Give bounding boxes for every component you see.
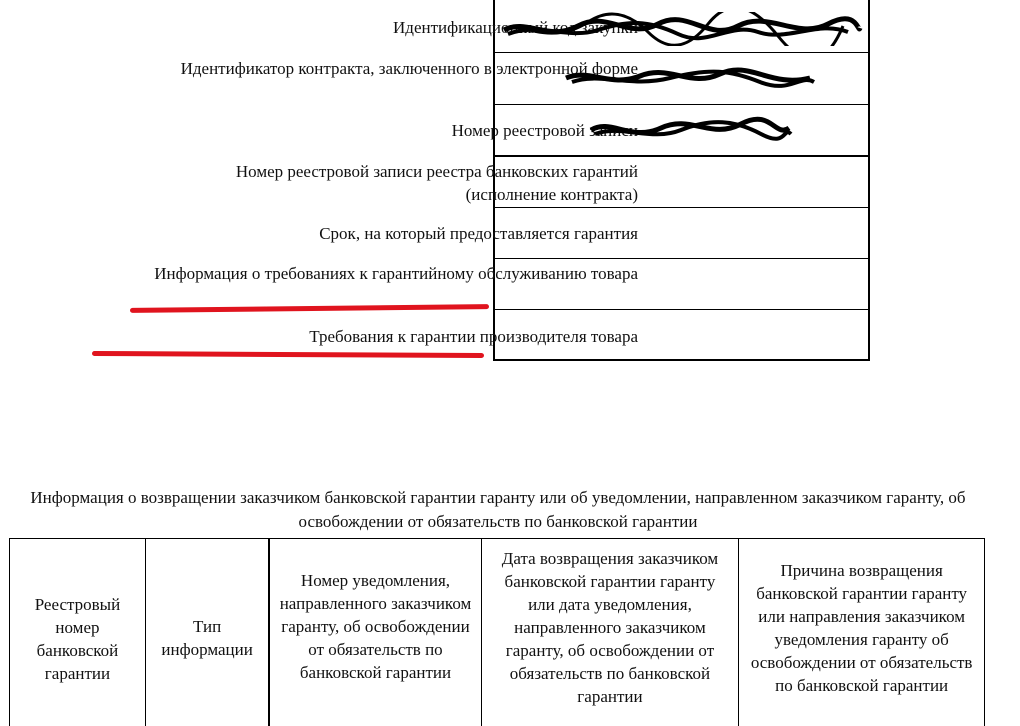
col-header-text: Номер уведомления, направленного заказчиком гаранту, об освобождении от обязательств по банковской гарантии [279, 571, 472, 682]
row-divider [493, 207, 868, 208]
row-divider [493, 309, 868, 310]
registry-record-label: Номер реестровой записи [451, 121, 638, 140]
contract-id-label-text: Идентификатор контракта, заключенного в электронной форме [180, 59, 638, 78]
warranty-service-label: Информация о требованиях к гарантийному обслуживанию товара [154, 264, 638, 283]
row-divider [493, 104, 868, 105]
highlight-underline [130, 304, 489, 313]
redaction-scribble [560, 64, 820, 92]
col-header-text: Дата возвращения заказчиком банковской гарантии гаранту или дата уведомления, направленного заказчиком гаранту, об освобождении от обязательств по банковской гарантии [501, 549, 719, 706]
col-header-text: Причина возвращения банковской гарантии гаранту или направления заказчиком уведомления гаранту об освобождении от обязательств по банковской гарантии [750, 561, 973, 695]
highlight-underline [92, 351, 484, 358]
col-header-notice-number [269, 539, 481, 726]
manufacturer-warranty-label: Требования к гарантии производителя товара [309, 327, 638, 346]
col-header-return-date [481, 539, 739, 726]
purchase-code-label: Идентификационный код закупки [393, 18, 638, 37]
col-header-text: Реестровый номер банковской гарантии [34, 595, 121, 683]
guarantee-term-label: Срок, на который предоставляется гарантия [319, 224, 638, 243]
redaction-scribble [498, 12, 866, 46]
table-header-row [10, 539, 985, 726]
row-divider [493, 258, 868, 259]
redaction-scribble [585, 114, 795, 146]
col-header-registry-number [10, 539, 146, 726]
row-divider [493, 359, 868, 361]
return-section-title: Информация о возвращении заказчиком банковской гарантии гаранту или об уведомлении, направленном заказчиком гаранту, об освобождении от обязательств по банковской гарантии [30, 488, 966, 531]
bank-guarantee-return-table [9, 538, 985, 726]
col-header-info-type [145, 539, 269, 726]
row-divider [493, 52, 868, 53]
col-header-text: Тип информации [161, 617, 253, 659]
bank-guarantee-registry-label: Номер реестровой записи реестра банковских гарантий (исполнение контракта) [235, 162, 638, 204]
row-divider [493, 155, 868, 157]
col-header-return-reason [739, 539, 985, 726]
